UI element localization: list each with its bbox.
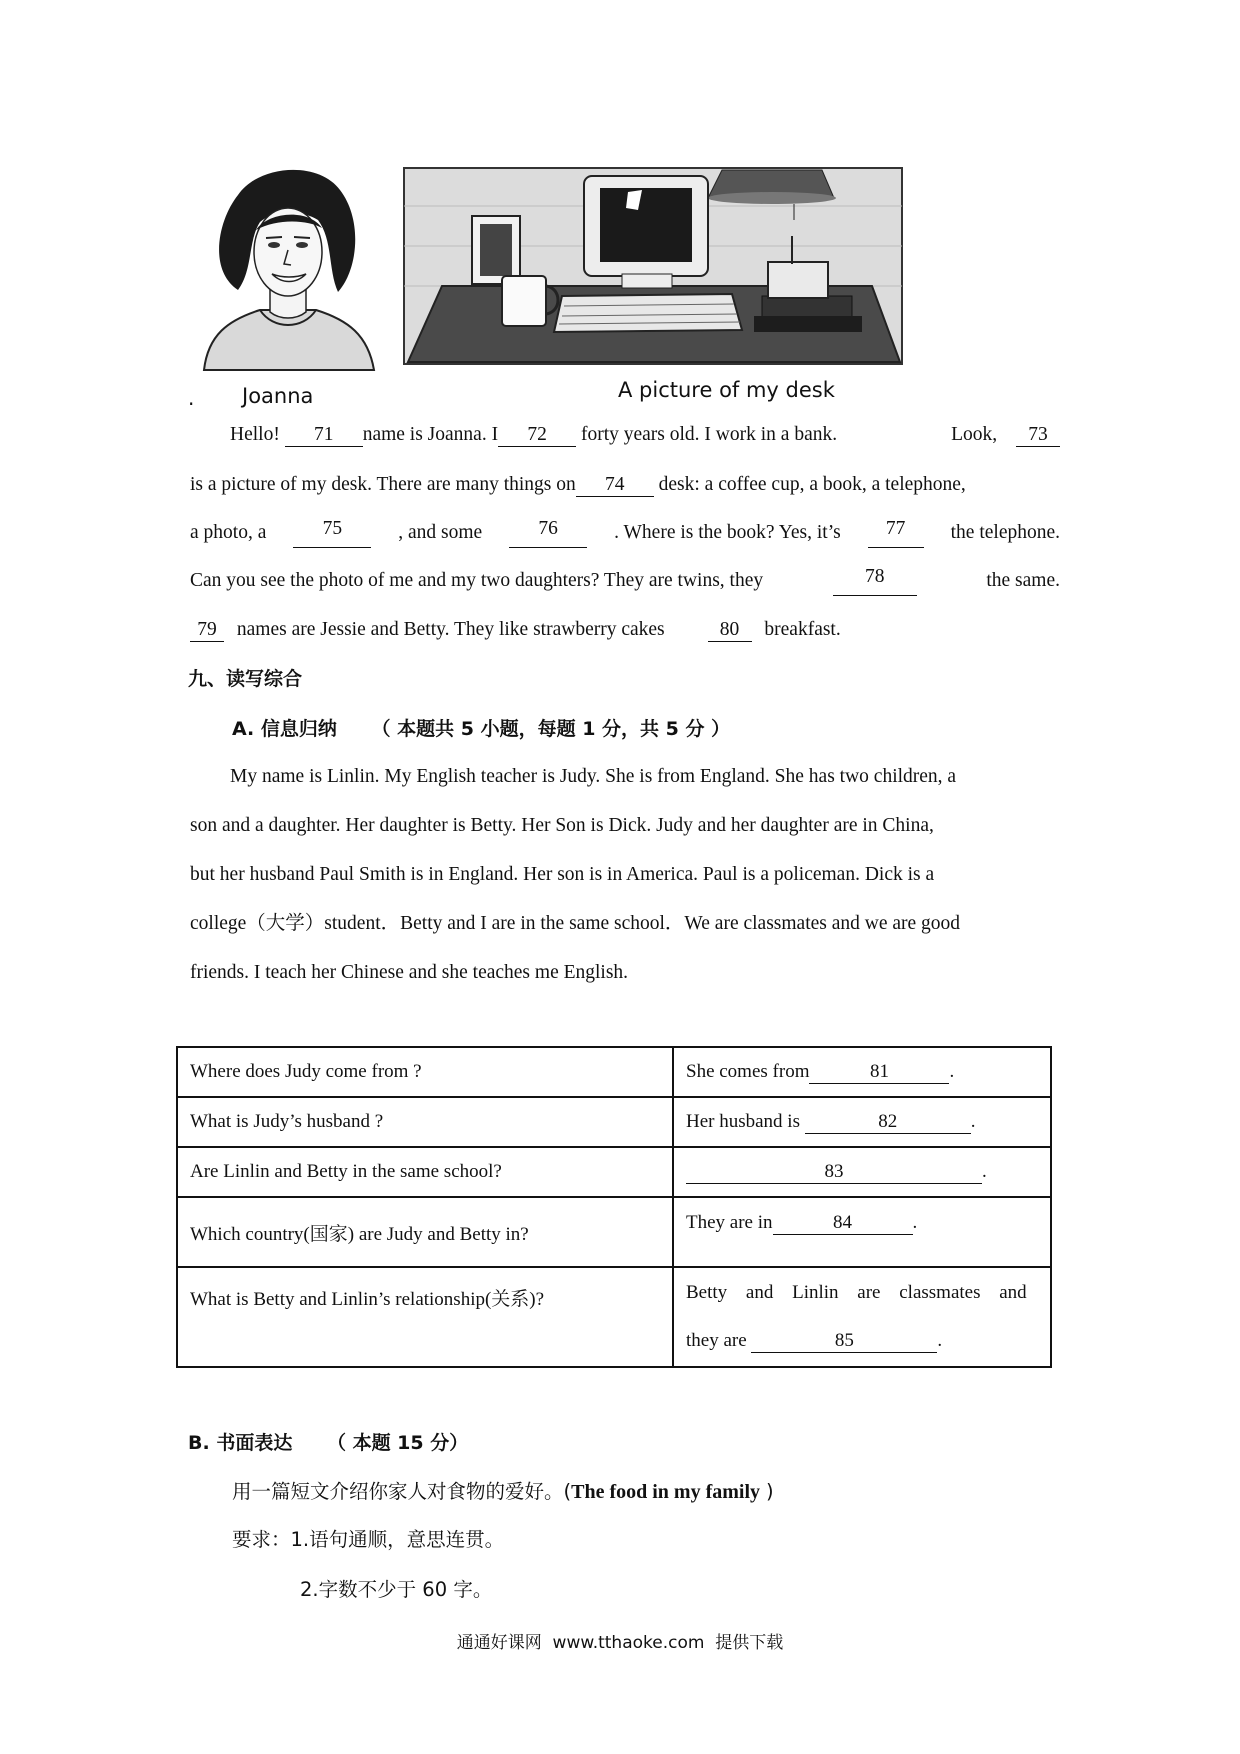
joanna-portrait bbox=[198, 160, 378, 372]
answer-cell: She comes from 81 . bbox=[673, 1047, 1051, 1097]
cloze-line-2: is a picture of my desk. There are many things on 74 desk: a coffee cup, a book, a telephone, bbox=[190, 474, 966, 495]
person-caption: Joanna bbox=[242, 384, 314, 408]
blank-76[interactable]: 76 bbox=[509, 518, 587, 548]
blank-82[interactable]: 82 bbox=[805, 1111, 971, 1134]
cloze-line-1: Hello! 71 name is Joanna. I 72 forty years old. I work in a bank. Look, 73 bbox=[230, 420, 1060, 450]
answer-cell: They are in 84 . bbox=[673, 1197, 1051, 1267]
passage-line-1: My name is Linlin. My English teacher is Judy. She is from England. She has two children, a bbox=[230, 766, 957, 787]
cloze-line-3: a photo, a 75 , and some 76 . Where is the book? Yes, it’s 77 the telephone. bbox=[190, 518, 1060, 548]
table-row bbox=[177, 1147, 1051, 1197]
question-cell: Are Linlin and Betty in the same school? bbox=[177, 1147, 673, 1197]
blank-74[interactable]: 74 bbox=[576, 474, 654, 497]
requirement-2: 2.字数不少于 60 字。 bbox=[300, 1578, 493, 1601]
desk-caption: A picture of my desk bbox=[618, 378, 835, 402]
caption-dot: . bbox=[188, 386, 195, 410]
section9-title: 九、读写综合 bbox=[188, 668, 303, 690]
blank-79[interactable]: 79 bbox=[190, 619, 224, 642]
blank-72[interactable]: 72 bbox=[498, 424, 576, 447]
partB-instruction: 用一篇短文介绍你家人对食物的爱好。(The food in my family ) bbox=[232, 1480, 774, 1503]
passage-line-5: friends. I teach her Chinese and she teaches me English. bbox=[190, 962, 629, 983]
page-footer: 通通好课网 www.tthaoke.com 提供下载 bbox=[456, 1633, 784, 1653]
table-row bbox=[177, 1267, 1051, 1367]
answer-cell: 83 . bbox=[673, 1147, 1051, 1197]
blank-85[interactable]: 85 bbox=[751, 1330, 937, 1353]
blank-73[interactable]: 73 bbox=[1016, 424, 1060, 447]
table-row bbox=[177, 1197, 1051, 1267]
cloze-line-5: 79 names are Jessie and Betty. They like strawberry cakes 80 breakfast. bbox=[190, 615, 1060, 645]
partB-topic: The food in my family bbox=[571, 1481, 761, 1503]
blank-77[interactable]: 77 bbox=[868, 518, 924, 548]
answer-line-2: they are 85 . bbox=[686, 1330, 943, 1351]
partB-heading: B. 书面表达 （ 本题 15 分） bbox=[188, 1432, 469, 1454]
blank-81[interactable]: 81 bbox=[809, 1061, 949, 1084]
cloze-line-4: Can you see the photo of me and my two daughters? They are twins, they 78 the same. bbox=[190, 566, 1060, 596]
table-row bbox=[177, 1097, 1051, 1147]
blank-75[interactable]: 75 bbox=[293, 518, 371, 548]
info-table bbox=[176, 1046, 1052, 1368]
answer-cell bbox=[673, 1267, 1051, 1367]
question-cell: What is Betty and Linlin’s relationship(关系)? bbox=[177, 1267, 673, 1367]
question-cell: What is Judy’s husband ? bbox=[177, 1097, 673, 1147]
passage-line-2: son and a daughter. Her daughter is Betty. Her Son is Dick. Judy and her daughter are in China, bbox=[190, 815, 934, 836]
blank-78[interactable]: 78 bbox=[833, 566, 917, 596]
question-cell: Where does Judy come from ? bbox=[177, 1047, 673, 1097]
blank-83[interactable]: 83 bbox=[686, 1161, 982, 1184]
question-cell: Which country(国家) are Judy and Betty in? bbox=[177, 1197, 673, 1267]
answer-line-1: Betty and Linlin are classmates and bbox=[686, 1282, 1027, 1303]
desk-picture bbox=[402, 166, 904, 366]
blank-80[interactable]: 80 bbox=[708, 619, 752, 642]
requirement-1: 要求：1.语句通顺，意思连贯。 bbox=[232, 1528, 505, 1551]
answer-cell: Her husband is 82 . bbox=[673, 1097, 1051, 1147]
blank-71[interactable]: 71 bbox=[285, 424, 363, 447]
passage-line-4: college（大学）student．Betty and I are in the same school．We are classmates and we are good bbox=[190, 913, 961, 934]
blank-84[interactable]: 84 bbox=[773, 1212, 913, 1235]
table-row bbox=[177, 1047, 1051, 1097]
partA-heading: A. 信息归纳 （ 本题共 5 小题，每题 1 分，共 5 分 ） bbox=[232, 718, 731, 740]
passage-line-3: but her husband Paul Smith is in England. Her son is in America. Paul is a policeman. Dick is a bbox=[190, 864, 935, 885]
